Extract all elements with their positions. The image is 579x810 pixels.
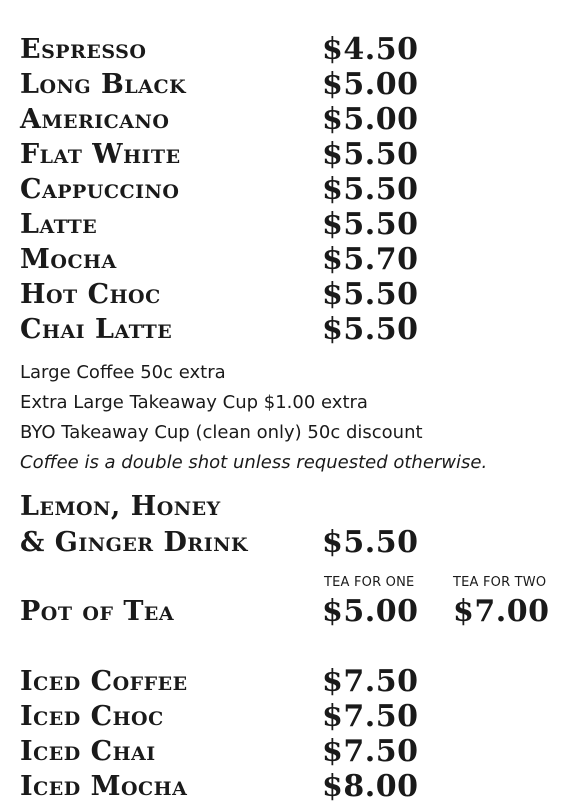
menu-item-lemon-honey-line2 (0, 525, 579, 560)
item-price: $5.70 (322, 242, 419, 277)
item-price: $5.50 (322, 207, 419, 242)
menu-item-iced-choc (0, 699, 579, 734)
menu-item-long-black (0, 67, 579, 102)
item-name: Iced Chai (20, 736, 156, 767)
menu-item-flat-white (0, 137, 579, 172)
note-large-coffee: Large Coffee 50c extra (20, 362, 226, 383)
menu-item-mocha (0, 242, 579, 277)
menu-item-iced-chai (0, 734, 579, 769)
item-price: $5.50 (322, 137, 419, 172)
item-price: $8.00 (322, 769, 419, 804)
menu-item-latte (0, 207, 579, 242)
item-name: Latte (20, 209, 98, 240)
item-name: Iced Choc (20, 701, 164, 732)
item-name: & Ginger Drink (20, 527, 248, 558)
item-price: $4.50 (322, 32, 419, 67)
item-price: $5.00 (322, 102, 419, 137)
item-price: $5.50 (322, 277, 419, 312)
menu-item-iced-mocha (0, 769, 579, 804)
item-name: Chai Latte (20, 314, 173, 345)
menu-item-cappuccino (0, 172, 579, 207)
item-price: $5.50 (322, 312, 419, 347)
menu-item-pot-of-tea (0, 594, 579, 629)
item-price: $5.00 (322, 67, 419, 102)
item-price-one: $5.00 (322, 594, 419, 629)
menu-item-hot-choc (0, 277, 579, 312)
item-price: $7.50 (322, 734, 419, 769)
item-price: $5.50 (322, 172, 419, 207)
menu-item-chai-latte (0, 312, 579, 347)
item-price: $5.50 (322, 525, 419, 560)
note-double-shot: Coffee is a double shot unless requested otherwise. (20, 452, 488, 473)
item-name: Flat White (20, 139, 181, 170)
item-name: Iced Coffee (20, 666, 188, 697)
item-name: Iced Mocha (20, 771, 188, 802)
item-name: Mocha (20, 244, 117, 275)
tea-for-two-header: TEA FOR TWO (453, 575, 547, 590)
menu-item-americano (0, 102, 579, 137)
item-name: Pot of Tea (20, 596, 175, 627)
item-price: $7.50 (322, 699, 419, 734)
item-price-two: $7.00 (453, 594, 550, 629)
item-price: $7.50 (322, 664, 419, 699)
menu-item-iced-coffee (0, 664, 579, 699)
item-name: Lemon, Honey (20, 491, 221, 522)
note-byo-cup: BYO Takeaway Cup (clean only) 50c discount (20, 422, 423, 443)
item-name: Cappuccino (20, 174, 180, 205)
menu-item-espresso (0, 32, 579, 67)
item-name: Americano (20, 104, 170, 135)
item-name: Hot Choc (20, 279, 161, 310)
menu-item-lemon-honey-line1 (0, 489, 579, 524)
note-extra-large-cup: Extra Large Takeaway Cup $1.00 extra (20, 392, 368, 413)
item-name: Espresso (20, 34, 147, 65)
item-name: Long Black (20, 69, 187, 100)
tea-for-one-header: TEA FOR ONE (324, 575, 415, 590)
